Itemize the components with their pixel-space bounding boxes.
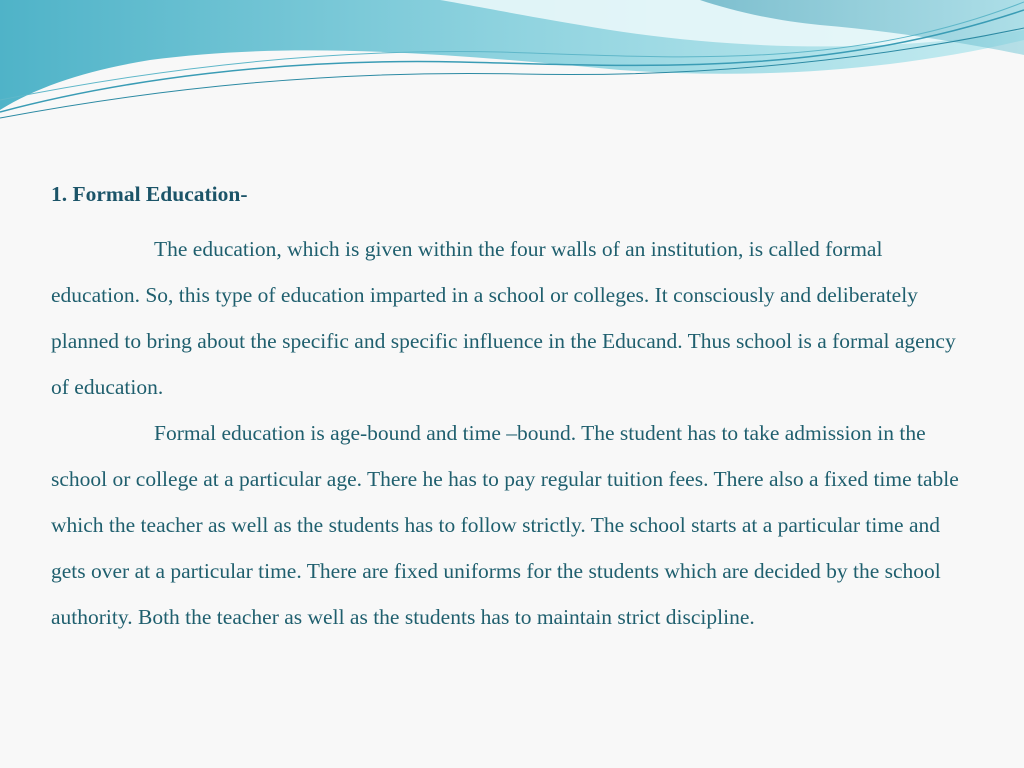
paragraph-2: Formal education is age-bound and time –bound. The student has to take admission in the school or college at a particular age. There he has to pay regular tuition fees. There also a fixed time table which the teacher as well as the students has to follow strictly. The school starts at a particular time and gets over at a particular time. There are fixed uniforms for the students which are decided by the school authority. Both the teacher as well as the students has to maintain strict discipline. (51, 421, 959, 629)
paragraph-1: The education, which is given within the four walls of an institution, is called formal education. So, this type of education imparted in a school or colleges. It consciously and deliberately planned to bring about the specific and specific influence in the Educand. Thus school is a formal agency of education. (51, 237, 956, 399)
slide-content (51, 174, 971, 640)
section-heading: 1. Formal Education- (51, 182, 248, 206)
decorative-wave-banner (0, 0, 1024, 130)
